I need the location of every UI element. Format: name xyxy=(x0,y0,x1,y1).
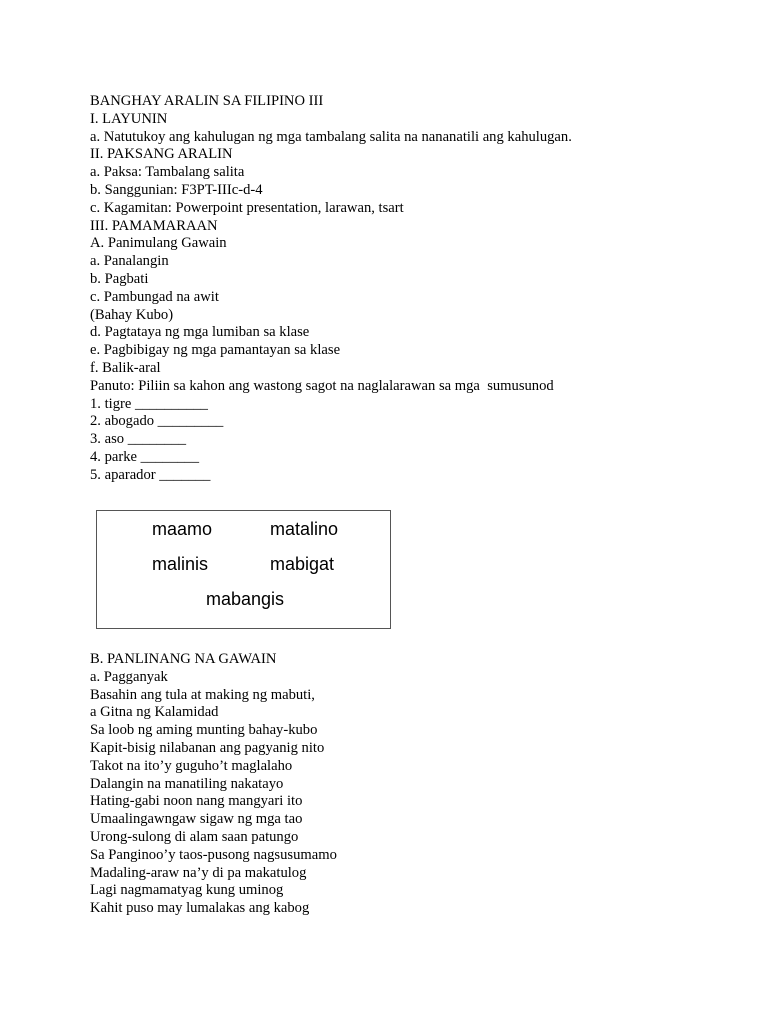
exercise-item: 1. tigre __________ xyxy=(90,395,208,412)
lesson-plan-upper-section xyxy=(90,93,730,485)
activity-item: a. Panalangin xyxy=(90,253,169,270)
sanggunian-line: b. Sanggunian: F3PT-IIIc-d-4 xyxy=(90,181,263,198)
answer-choices-box xyxy=(96,510,391,629)
exercise-item: 3. aso ________ xyxy=(90,431,187,448)
poem-line: Umaalingawngaw sigaw ng mga tao xyxy=(90,811,303,828)
paksa-line: a. Paksa: Tambalang salita xyxy=(90,164,245,181)
lesson-plan-lower-section xyxy=(90,651,730,918)
poem-line: Sa Panginoo’y taos-pusong nagsusumamo xyxy=(90,846,337,863)
poem-line: Dalangin na manatiling nakatayo xyxy=(90,775,284,792)
poem-line: Lagi nagmamatyag kung uminog xyxy=(90,882,284,899)
pagganyak-line: a. Pagganyak xyxy=(90,668,168,685)
exercise-item: 5. aparador _______ xyxy=(90,466,211,483)
choice-word: mabangis xyxy=(206,589,285,609)
panlinang-na-gawain-heading: B. PANLINANG NA GAWAIN xyxy=(90,651,277,667)
objective-text: a. Natutukoy ang kahulugan ng mga tambalang salita na nananatili ang kahulugan. xyxy=(90,128,572,145)
poem-line: Hating-gabi noon nang mangyari ito xyxy=(90,793,303,810)
poem-line: Kapit-bisig nilabanan ang pagyanig nito xyxy=(90,739,325,756)
exercise-item: 4. parke ________ xyxy=(90,448,200,465)
choice-word: matalino xyxy=(270,519,339,539)
choice-word: maamo xyxy=(152,519,213,539)
kagamitan-line: c. Kagamitan: Powerpoint presentation, larawan, tsart xyxy=(90,199,404,216)
activity-item: b. Pagbati xyxy=(90,270,149,287)
activity-item: c. Pambungad na awit xyxy=(90,288,219,305)
poem-line: Sa loob ng aming munting bahay-kubo xyxy=(90,722,318,739)
activity-item: (Bahay Kubo) xyxy=(90,306,174,323)
document-title: BANGHAY ARALIN SA FILIPINO III xyxy=(90,93,324,109)
choice-word: malinis xyxy=(152,554,209,574)
poem-line: Madaling-araw na’y di pa makatulog xyxy=(90,864,307,881)
section-layunin-heading: I. LAYUNIN xyxy=(90,110,168,127)
activity-item: e. Pagbibigay ng mga pamantayan sa klase xyxy=(90,342,341,359)
reading-instruction: Basahin ang tula at making ng mabuti, xyxy=(90,686,315,703)
exercise-item: 2. abogado _________ xyxy=(90,413,224,430)
poem-line: Kahit puso may lumalakas ang kabog xyxy=(90,900,310,917)
section-pamamaraan-heading: III. PAMAMARAAN xyxy=(90,217,218,234)
panimulang-gawain-heading: A. Panimulang Gawain xyxy=(90,235,227,252)
poem-line: Urong-sulong di alam saan patungo xyxy=(90,828,299,845)
activity-item: d. Pagtataya ng mga lumiban sa klase xyxy=(90,324,310,341)
section-paksang-aralin-heading: II. PAKSANG ARALIN xyxy=(90,146,233,163)
poem-line: Takot na ito’y guguho’t maglalaho xyxy=(90,757,293,774)
panuto-instruction: Panuto: Piliin sa kahon ang wastong sagot na naglalarawan sa mga sumusunod xyxy=(90,377,554,394)
poem-title: a Gitna ng Kalamidad xyxy=(90,704,219,721)
activity-item: f. Balik-aral xyxy=(90,359,161,376)
choice-word: mabigat xyxy=(270,554,335,574)
